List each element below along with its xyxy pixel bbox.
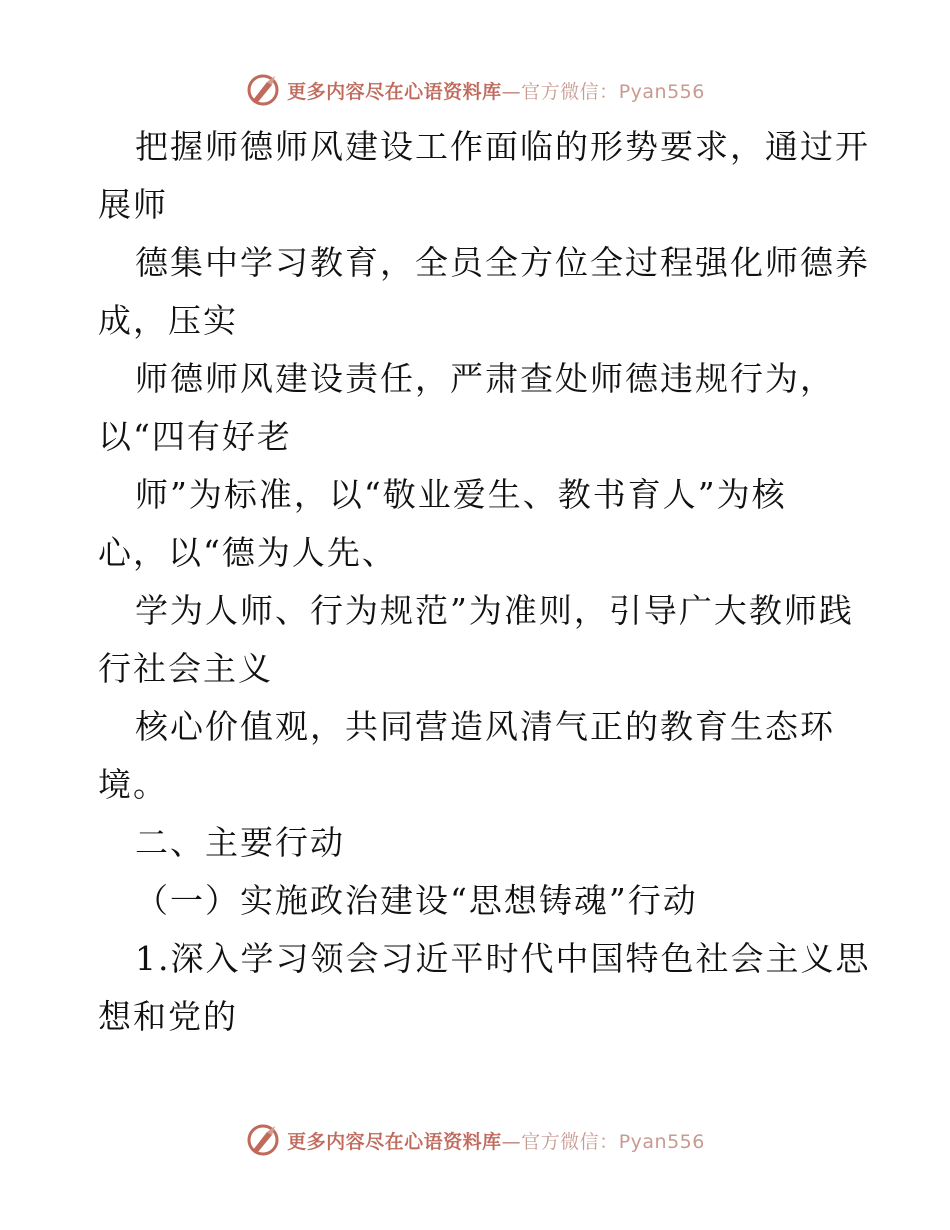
watermark-wechat-id: Pyan556: [618, 1130, 705, 1153]
body-line: 1.深入学习领会习近平时代中国特色社会主义思: [135, 939, 871, 978]
watermark-text: [287, 77, 705, 104]
body-line: 核心价值观，共同营造风清气正的教育生态环: [135, 707, 835, 746]
body-line: 想和党的: [98, 997, 238, 1036]
watermark-dash: —: [501, 80, 522, 103]
watermark-brand: 更多内容尽在心语资料库: [287, 80, 502, 103]
watermark-dash: —: [501, 1130, 522, 1153]
watermark-wechat-id: Pyan556: [618, 80, 705, 103]
quill-pen-circle-icon: [245, 72, 281, 108]
watermark-text: [287, 1127, 705, 1154]
body-line: 学为人师、行为规范”为准则，引导广大教师践: [135, 591, 854, 630]
body-line: 成，压实: [98, 301, 238, 340]
body-line: 境。: [98, 765, 168, 804]
subsection-heading: （一）实施政治建设“思想铸魂”行动: [135, 881, 698, 920]
body-line: 把握师德师风建设工作面临的形势要求，通过开: [135, 127, 870, 166]
quill-pen-circle-icon: [245, 1122, 281, 1158]
body-line: 德集中学习教育，全员全方位全过程强化师德养: [135, 243, 870, 282]
section-heading: 二、主要行动: [135, 823, 345, 862]
document-body: [98, 118, 871, 1046]
header-watermark: [0, 70, 950, 110]
body-line: 师”为标准，以“敬业爱生、教书育人”为核: [135, 475, 787, 514]
watermark-wechat-label: 官方微信：: [521, 1130, 619, 1153]
watermark-wechat-label: 官方微信：: [521, 80, 619, 103]
body-line: 师德师风建设责任，严肃查处师德违规行为，: [135, 359, 835, 398]
footer-watermark: [0, 1120, 950, 1160]
body-line: 行社会主义: [98, 649, 273, 688]
watermark-brand: 更多内容尽在心语资料库: [287, 1130, 502, 1153]
body-line: 展师: [98, 185, 168, 224]
body-line: 心，以“德为人先、: [98, 533, 397, 572]
body-line: 以“四有好老: [98, 417, 292, 456]
